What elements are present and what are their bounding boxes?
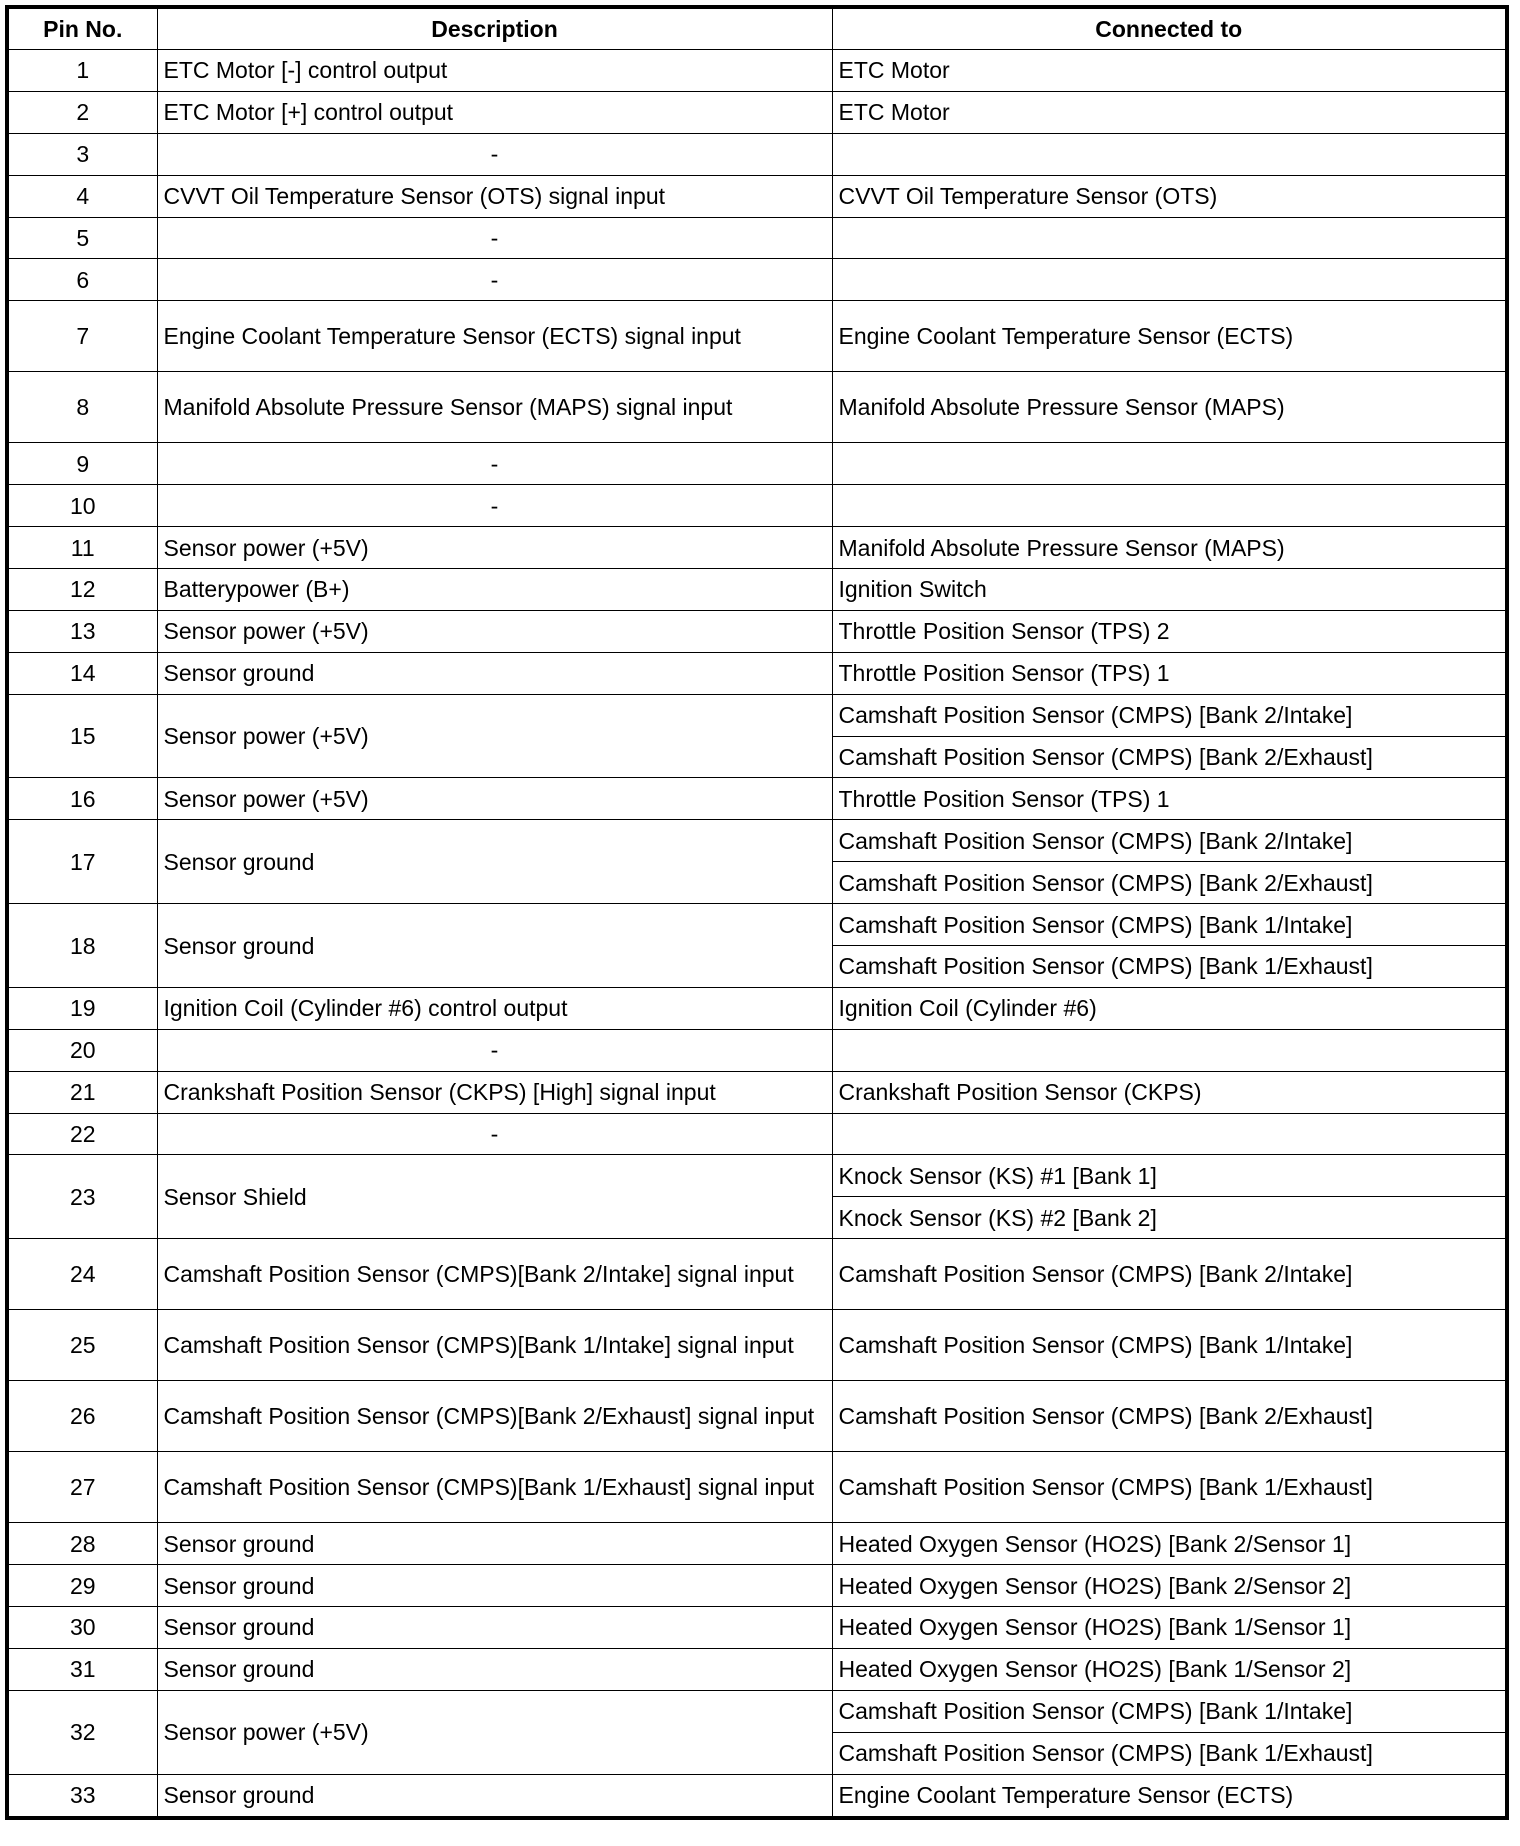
connected-to-cell: Camshaft Position Sensor (CMPS) [Bank 2/Exhaust] — [832, 736, 1507, 778]
pin-number-cell: 33 — [7, 1774, 157, 1817]
connected-to-cell: ETC Motor — [832, 91, 1507, 133]
table-row — [7, 820, 1507, 862]
description-cell: - — [157, 133, 832, 175]
description-cell: - — [157, 443, 832, 485]
connected-to-cell: Camshaft Position Sensor (CMPS) [Bank 1/Exhaust] — [832, 946, 1507, 988]
connected-to-cell — [832, 443, 1507, 485]
pin-number-cell: 6 — [7, 259, 157, 301]
description-cell: Ignition Coil (Cylinder #6) control output — [157, 987, 832, 1029]
description-cell: Sensor Shield — [157, 1155, 832, 1239]
description-cell: Sensor power (+5V) — [157, 694, 832, 778]
pin-number-cell: 31 — [7, 1648, 157, 1690]
pin-number-cell: 1 — [7, 50, 157, 92]
pin-number-cell: 10 — [7, 485, 157, 527]
table-body — [7, 50, 1507, 1818]
pin-number-cell: 2 — [7, 91, 157, 133]
description-cell: Sensor power (+5V) — [157, 527, 832, 569]
description-cell: - — [157, 1029, 832, 1071]
connected-to-cell: Camshaft Position Sensor (CMPS) [Bank 1/Intake] — [832, 904, 1507, 946]
connected-to-cell: ETC Motor — [832, 50, 1507, 92]
pin-number-cell: 32 — [7, 1690, 157, 1774]
pin-number-cell: 3 — [7, 133, 157, 175]
connected-to-cell — [832, 1113, 1507, 1155]
description-cell: Sensor ground — [157, 904, 832, 988]
table-row — [7, 1029, 1507, 1071]
header-pin-no: Pin No. — [7, 7, 157, 50]
table-row — [7, 527, 1507, 569]
pin-number-cell: 30 — [7, 1607, 157, 1649]
table-row — [7, 133, 1507, 175]
connected-to-cell: Ignition Coil (Cylinder #6) — [832, 987, 1507, 1029]
connected-to-cell — [832, 133, 1507, 175]
connected-to-cell: Camshaft Position Sensor (CMPS) [Bank 2/Intake] — [832, 694, 1507, 736]
table-row — [7, 1607, 1507, 1649]
connected-to-cell: Heated Oxygen Sensor (HO2S) [Bank 1/Sensor 2] — [832, 1648, 1507, 1690]
connected-to-cell: Engine Coolant Temperature Sensor (ECTS) — [832, 1774, 1507, 1817]
description-cell: Sensor ground — [157, 1648, 832, 1690]
table-row — [7, 1774, 1507, 1817]
connected-to-cell: Knock Sensor (KS) #1 [Bank 1] — [832, 1155, 1507, 1197]
connected-to-cell — [832, 485, 1507, 527]
table-row — [7, 1239, 1507, 1310]
connected-to-cell: CVVT Oil Temperature Sensor (OTS) — [832, 175, 1507, 217]
table-row — [7, 1155, 1507, 1197]
table-row — [7, 175, 1507, 217]
description-cell: - — [157, 485, 832, 527]
pin-number-cell: 29 — [7, 1565, 157, 1607]
description-cell: Sensor ground — [157, 820, 832, 904]
connected-to-cell: Crankshaft Position Sensor (CKPS) — [832, 1071, 1507, 1113]
pin-number-cell: 14 — [7, 652, 157, 694]
connected-to-cell: Heated Oxygen Sensor (HO2S) [Bank 1/Sensor 1] — [832, 1607, 1507, 1649]
description-cell: Crankshaft Position Sensor (CKPS) [High] signal input — [157, 1071, 832, 1113]
pin-number-cell: 15 — [7, 694, 157, 778]
description-cell: ETC Motor [-] control output — [157, 50, 832, 92]
table-row — [7, 259, 1507, 301]
connected-to-cell — [832, 1029, 1507, 1071]
pin-number-cell: 28 — [7, 1523, 157, 1565]
description-cell: Camshaft Position Sensor (CMPS)[Bank 1/Intake] signal input — [157, 1310, 832, 1381]
pin-number-cell: 26 — [7, 1381, 157, 1452]
connected-to-cell: Camshaft Position Sensor (CMPS) [Bank 2/Exhaust] — [832, 862, 1507, 904]
table-row — [7, 904, 1507, 946]
connected-to-cell: Heated Oxygen Sensor (HO2S) [Bank 2/Sensor 1] — [832, 1523, 1507, 1565]
pin-number-cell: 13 — [7, 610, 157, 652]
pin-number-cell: 7 — [7, 301, 157, 372]
header-description: Description — [157, 7, 832, 50]
description-cell: Sensor power (+5V) — [157, 610, 832, 652]
description-cell: Sensor ground — [157, 1607, 832, 1649]
pin-table-container — [5, 5, 1509, 1820]
connected-to-cell: Throttle Position Sensor (TPS) 2 — [832, 610, 1507, 652]
connected-to-cell: Heated Oxygen Sensor (HO2S) [Bank 2/Sensor 2] — [832, 1565, 1507, 1607]
pin-number-cell: 23 — [7, 1155, 157, 1239]
pin-number-cell: 27 — [7, 1452, 157, 1523]
table-header-row — [7, 7, 1507, 50]
connected-to-cell: Engine Coolant Temperature Sensor (ECTS) — [832, 301, 1507, 372]
pin-number-cell: 20 — [7, 1029, 157, 1071]
description-cell: Batterypower (B+) — [157, 569, 832, 611]
pin-number-cell: 11 — [7, 527, 157, 569]
pin-number-cell: 5 — [7, 217, 157, 259]
description-cell: - — [157, 217, 832, 259]
description-cell: Engine Coolant Temperature Sensor (ECTS) signal input — [157, 301, 832, 372]
pin-number-cell: 21 — [7, 1071, 157, 1113]
table-row — [7, 987, 1507, 1029]
description-cell: Sensor ground — [157, 1565, 832, 1607]
connected-to-cell: Manifold Absolute Pressure Sensor (MAPS) — [832, 527, 1507, 569]
table-row — [7, 1452, 1507, 1523]
connected-to-cell: Camshaft Position Sensor (CMPS) [Bank 2/Intake] — [832, 820, 1507, 862]
table-row — [7, 778, 1507, 820]
table-row — [7, 1071, 1507, 1113]
table-row — [7, 217, 1507, 259]
pin-number-cell: 12 — [7, 569, 157, 611]
table-row — [7, 569, 1507, 611]
table-row — [7, 610, 1507, 652]
description-cell: Camshaft Position Sensor (CMPS)[Bank 1/Exhaust] signal input — [157, 1452, 832, 1523]
description-cell: Sensor power (+5V) — [157, 778, 832, 820]
description-cell: - — [157, 1113, 832, 1155]
connected-to-cell — [832, 217, 1507, 259]
table-row — [7, 1523, 1507, 1565]
table-row — [7, 372, 1507, 443]
connected-to-cell: Throttle Position Sensor (TPS) 1 — [832, 778, 1507, 820]
table-row — [7, 652, 1507, 694]
description-cell: Sensor ground — [157, 1523, 832, 1565]
table-row — [7, 694, 1507, 736]
connected-to-cell — [832, 259, 1507, 301]
table-row — [7, 1565, 1507, 1607]
table-row — [7, 1381, 1507, 1452]
pin-number-cell: 24 — [7, 1239, 157, 1310]
table-row — [7, 50, 1507, 92]
pin-number-cell: 17 — [7, 820, 157, 904]
connected-to-cell: Ignition Switch — [832, 569, 1507, 611]
connected-to-cell: Throttle Position Sensor (TPS) 1 — [832, 652, 1507, 694]
header-connected-to: Connected to — [832, 7, 1507, 50]
table-row — [7, 91, 1507, 133]
pin-number-cell: 19 — [7, 987, 157, 1029]
table-row — [7, 1113, 1507, 1155]
pin-number-cell: 22 — [7, 1113, 157, 1155]
connected-to-cell: Camshaft Position Sensor (CMPS) [Bank 1/Intake] — [832, 1310, 1507, 1381]
description-cell: ETC Motor [+] control output — [157, 91, 832, 133]
table-row — [7, 485, 1507, 527]
description-cell: Camshaft Position Sensor (CMPS)[Bank 2/Intake] signal input — [157, 1239, 832, 1310]
pin-number-cell: 9 — [7, 443, 157, 485]
description-cell: Camshaft Position Sensor (CMPS)[Bank 2/Exhaust] signal input — [157, 1381, 832, 1452]
connected-to-cell: Camshaft Position Sensor (CMPS) [Bank 2/Exhaust] — [832, 1381, 1507, 1452]
connected-to-cell: Camshaft Position Sensor (CMPS) [Bank 1/Intake] — [832, 1690, 1507, 1732]
table-row — [7, 301, 1507, 372]
pin-number-cell: 25 — [7, 1310, 157, 1381]
description-cell: CVVT Oil Temperature Sensor (OTS) signal input — [157, 175, 832, 217]
table-row — [7, 1310, 1507, 1381]
table-row — [7, 443, 1507, 485]
description-cell: Sensor power (+5V) — [157, 1690, 832, 1774]
pin-number-cell: 18 — [7, 904, 157, 988]
connected-to-cell: Camshaft Position Sensor (CMPS) [Bank 1/Exhaust] — [832, 1732, 1507, 1774]
pin-number-cell: 8 — [7, 372, 157, 443]
pin-number-cell: 4 — [7, 175, 157, 217]
pin-number-cell: 16 — [7, 778, 157, 820]
connected-to-cell: Manifold Absolute Pressure Sensor (MAPS) — [832, 372, 1507, 443]
description-cell: Manifold Absolute Pressure Sensor (MAPS) signal input — [157, 372, 832, 443]
table-row — [7, 1648, 1507, 1690]
description-cell: - — [157, 259, 832, 301]
connected-to-cell: Knock Sensor (KS) #2 [Bank 2] — [832, 1197, 1507, 1239]
connected-to-cell: Camshaft Position Sensor (CMPS) [Bank 2/Intake] — [832, 1239, 1507, 1310]
description-cell: Sensor ground — [157, 1774, 832, 1817]
description-cell: Sensor ground — [157, 652, 832, 694]
table-row — [7, 1690, 1507, 1732]
pin-connector-table — [5, 5, 1509, 1820]
connected-to-cell: Camshaft Position Sensor (CMPS) [Bank 1/Exhaust] — [832, 1452, 1507, 1523]
